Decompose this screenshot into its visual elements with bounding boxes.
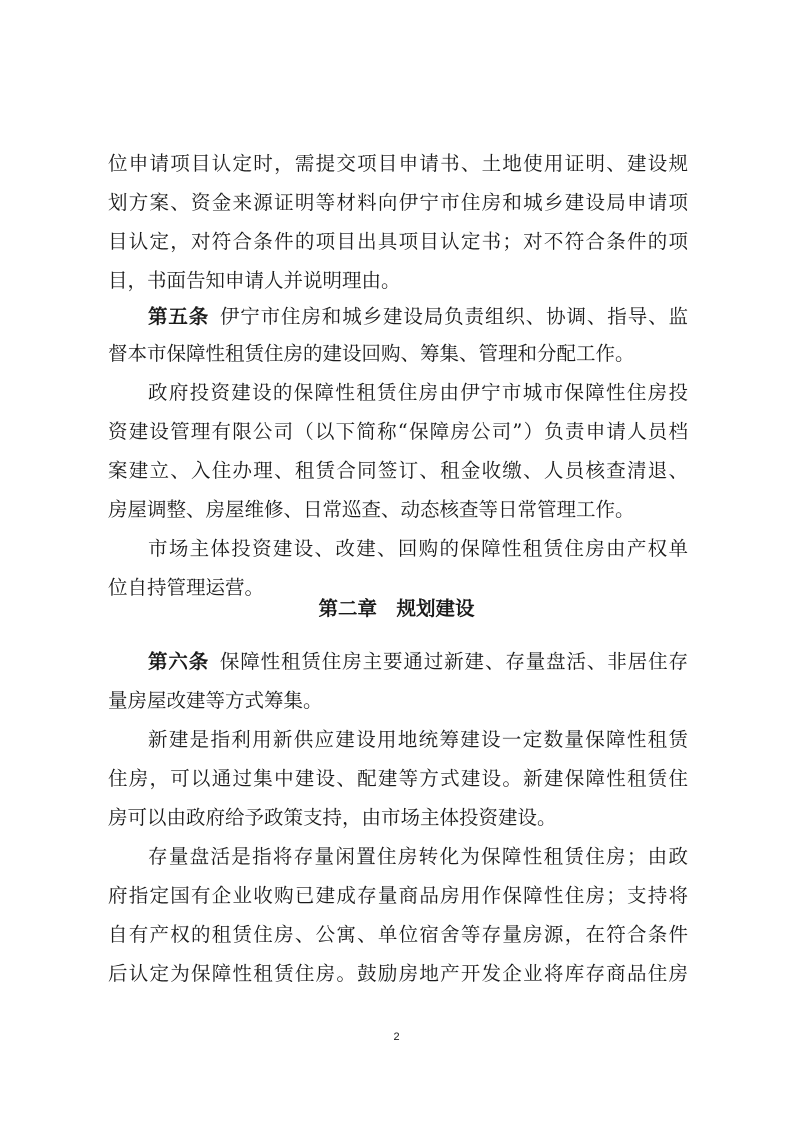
article-5-text: 伊宁市住房和城乡建设局负责组织、协调、指导、监 xyxy=(218,305,688,328)
body-text-line: 位自持管理运营。 xyxy=(108,576,265,599)
body-text-line: 目认定，对符合条件的项目出具项目认定书；对不符合条件的项 xyxy=(108,230,688,253)
body-text-line: 自有产权的租赁住房、公寓、单位宿舍等存量房源，在符合条件 xyxy=(108,923,688,946)
body-text-line: 房可以由政府给予政策支持，由市场主体投资建设。 xyxy=(108,806,557,829)
body-text-line: 房屋调整、房屋维修、日常巡查、动态核查等日常管理工作。 xyxy=(108,498,635,521)
body-text-line: 住房，可以通过集中建设、配建等方式建设。新建保障性租赁住 xyxy=(108,767,688,790)
page-number: 2 xyxy=(393,1031,400,1043)
chapter-title: 规划建设 xyxy=(396,597,475,620)
body-text-line: 案建立、入住办理、租赁合同签订、租金收缴、人员核查清退、 xyxy=(108,459,688,482)
body-text-line: 划方案、资金来源证明等材料向伊宁市住房和城乡建设局申请项 xyxy=(108,191,688,214)
body-text-line: 存量盘活是指将存量闲置住房转化为保障性租赁住房；由政 xyxy=(148,845,688,868)
body-text-line: 目，书面告知申请人并说明理由。 xyxy=(108,269,401,292)
body-text-line: 资建设管理有限公司（以下简称“保障房公司”）负责申请人员档 xyxy=(108,420,688,443)
body-text-line: 市场主体投资建设、改建、回购的保障性租赁住房由产权单 xyxy=(148,537,688,560)
chapter-number: 第二章 xyxy=(318,597,377,620)
article-5-label: 第五条 xyxy=(148,305,210,328)
body-text-line: 量房屋改建等方式筹集。 xyxy=(108,689,323,712)
body-text-line: 后认定为保障性租赁住房。鼓励房地产开发企业将库存商品住房 xyxy=(108,962,688,985)
body-text-line: 政府投资建设的保障性租赁住房由伊宁市城市保障性住房投 xyxy=(148,381,688,404)
chapter-heading xyxy=(0,597,793,621)
article-6-text: 保障性租赁住房主要通过新建、存量盘活、非居住存 xyxy=(218,650,688,673)
body-text-line: 新建是指利用新供应建设用地统筹建设一定数量保障性租赁 xyxy=(148,728,688,751)
article-6-first-line xyxy=(148,650,688,674)
body-text-line: 府指定国有企业收购已建成存量商品房用作保障性住房；支持将 xyxy=(108,884,688,907)
article-6-label: 第六条 xyxy=(148,650,210,673)
body-text-line: 位申请项目认定时，需提交项目申请书、土地使用证明、建设规 xyxy=(108,152,688,175)
body-text-line: 督本市保障性租赁住房的建设回购、筹集、管理和分配工作。 xyxy=(108,342,635,365)
article-5-first-line xyxy=(148,305,688,329)
